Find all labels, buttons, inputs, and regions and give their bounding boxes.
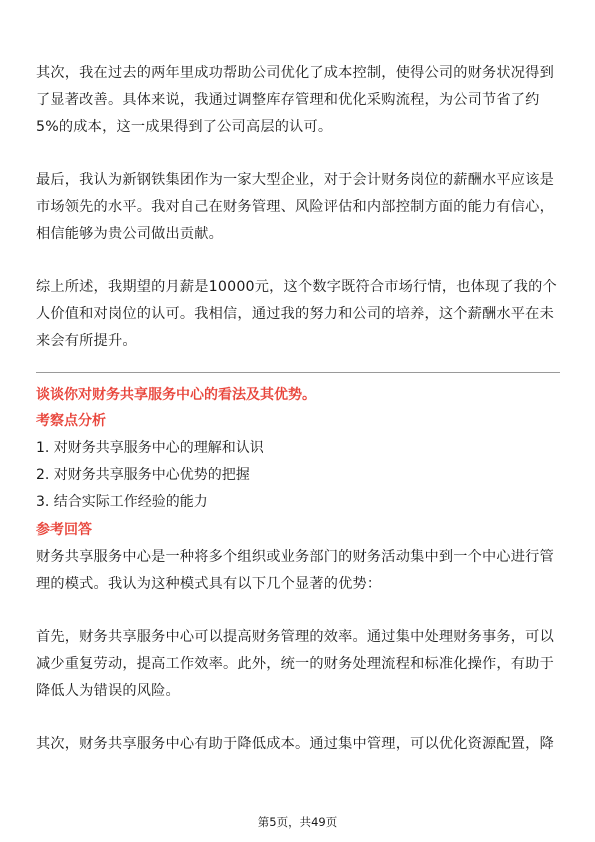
paragraph-line: 相信能够为贵公司做出贡献。 xyxy=(36,226,224,242)
analysis-list xyxy=(36,435,560,516)
interview-question: 谈谈你对财务共享服务中心的看法及其优势。 xyxy=(36,387,316,403)
page-number-footer: 第5页，共49页 xyxy=(257,815,338,829)
paragraph-line: 最后，我认为新钢铁集团作为一家大型企业，对于会计财务岗位的薪酬水平应该是 xyxy=(36,172,554,188)
paragraph-line: 人价值和对岗位的认可。我相信，通过我的努力和公司的培养，这个薪酬水平在未 xyxy=(36,306,554,322)
paragraph-line: 综上所述，我期望的月薪是10000元，这个数字既符合市场行情，也体现了我的个 xyxy=(36,279,557,295)
paragraph-line: 财务共享服务中心是一种将多个组织或业务部门的财务活动集中到一个中心进行管 xyxy=(36,549,554,565)
paragraph-market-level xyxy=(36,167,560,248)
paragraph-line: 5%的成本，这一成果得到了公司高层的认可。 xyxy=(36,119,333,135)
paragraph-line: 其次，财务共享服务中心有助于降低成本。通过集中管理，可以优化资源配置，降 xyxy=(36,736,554,752)
paragraph-line: 理的模式。我认为这种模式具有以下几个显著的优势： xyxy=(36,576,382,592)
analysis-heading: 考察点分析 xyxy=(36,413,106,429)
paragraph-cost-control xyxy=(36,60,560,141)
section-divider xyxy=(36,372,560,373)
paragraph-summary xyxy=(36,274,560,355)
paragraph-answer-efficiency xyxy=(36,624,560,705)
paragraph-answer-cost xyxy=(36,731,560,758)
paragraph-line: 减少重复劳动，提高工作效率。此外，统一的财务处理流程和标准化操作，有助于 xyxy=(36,656,554,672)
paragraph-answer-intro xyxy=(36,544,560,598)
paragraph-line: 来会有所提升。 xyxy=(36,333,137,349)
paragraph-line: 降低人为错误的风险。 xyxy=(36,683,180,699)
page-content xyxy=(36,60,560,758)
answer-heading: 参考回答 xyxy=(36,522,92,538)
paragraph-line: 首先，财务共享服务中心可以提高财务管理的效率。通过集中处理财务事务，可以 xyxy=(36,629,554,645)
list-item: 2. 对财务共享服务中心优势的把握 xyxy=(36,467,250,483)
list-item: 3. 结合实际工作经验的能力 xyxy=(36,494,208,510)
paragraph-line: 市场领先的水平。我对自己在财务管理、风险评估和内部控制方面的能力有信心， xyxy=(36,199,554,215)
paragraph-line: 了显著改善。具体来说，我通过调整库存管理和优化采购流程，为公司节省了约 xyxy=(36,92,540,108)
list-item: 1. 对财务共享服务中心的理解和认识 xyxy=(36,440,264,456)
paragraph-line: 其次，我在过去的两年里成功帮助公司优化了成本控制，使得公司的财务状况得到 xyxy=(36,65,554,81)
